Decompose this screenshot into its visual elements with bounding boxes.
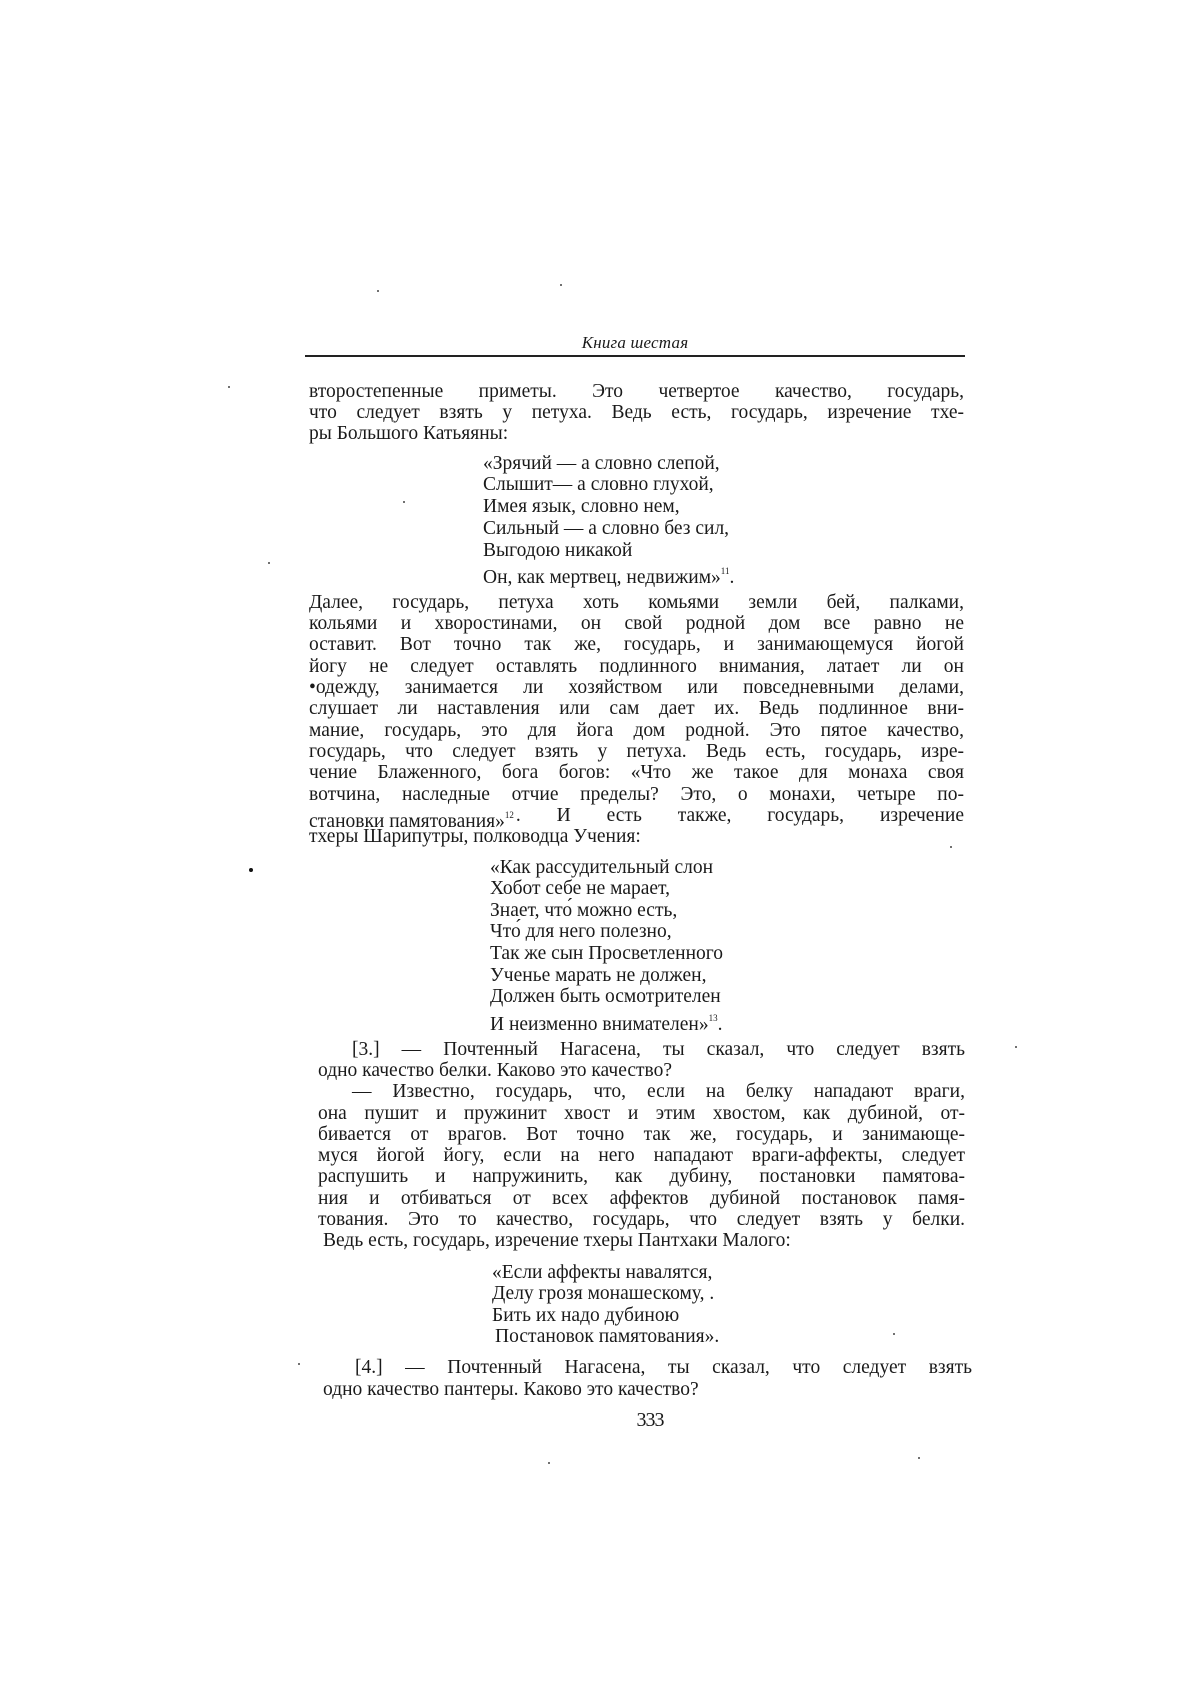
text-line: тования. Это то качество, государь, что следует взять у белки. bbox=[318, 1209, 965, 1230]
text-line: вотчина, наследные отчие пределы? Это, о монахи, четыре по- bbox=[309, 784, 964, 805]
verse-line: Постановок памятования». bbox=[495, 1326, 720, 1347]
verse-line: «Зрячий — а словно слепой, bbox=[483, 453, 720, 474]
verse-line: «Если аффекты навалятся, bbox=[492, 1262, 713, 1283]
footnote-marker: 12 bbox=[504, 810, 514, 820]
verse-line: Так же сын Просветленного bbox=[490, 943, 724, 964]
text-line: Ведь есть, государь, изречение тхеры Пантхаки Малого: bbox=[323, 1230, 791, 1251]
scan-speck bbox=[228, 386, 230, 388]
text-line: ния и отбиваться от всех аффектов дубиной постановок памя- bbox=[318, 1188, 965, 1209]
text-line: [4.] — Почтенный Нагасена, ты сказал, что следует взять bbox=[355, 1357, 972, 1378]
verse-line: Сильный — а словно без сил, bbox=[483, 518, 730, 539]
text-line: ры Большого Катьяяны: bbox=[309, 423, 509, 444]
scan-speck bbox=[403, 501, 405, 503]
verse-line: Ученье марать не должен, bbox=[490, 965, 707, 986]
text-segment: . И есть также, государь, изречение bbox=[515, 805, 964, 826]
scan-speck bbox=[298, 1363, 300, 1365]
text-line: чение Блаженного, бога богов: «Что же такое для монаха своя bbox=[309, 762, 964, 783]
text-line: одно качество пантеры. Каково это качество? bbox=[323, 1379, 699, 1400]
scan-speck bbox=[918, 1457, 920, 1459]
verse-line: Имея язык, словно нем, bbox=[483, 496, 680, 517]
scan-speck bbox=[377, 290, 379, 292]
text-line: мание, государь, это для йога дом родной. Это пятое качество, bbox=[309, 720, 964, 741]
scan-speck bbox=[950, 846, 952, 848]
scan-speck bbox=[893, 1333, 895, 1335]
text-line: муся йогой йогу, если на него нападают враги-аффекты, следует bbox=[318, 1145, 965, 1166]
verse-line: Бить их надо дубиною bbox=[492, 1305, 680, 1326]
text-line: второстепенные приметы. Это четвертое качество, государь, bbox=[309, 381, 964, 402]
text-segment: становки памятования» bbox=[309, 811, 505, 832]
text-line: кольями и хворостинами, он свой родной дом все равно не bbox=[309, 613, 964, 634]
text-line: оставит. Вот точно так же, государь, и занимающемуся йогой bbox=[309, 634, 964, 655]
verse-line: И неизменно внимателен»$^{13}$. bbox=[490, 1013, 723, 1035]
verse-line: Знает, что́ можно есть, bbox=[490, 900, 678, 921]
scan-speck bbox=[560, 284, 562, 286]
scan-speck bbox=[249, 868, 253, 872]
text-line: слушает ли наставления или сам дает их. Ведь подлинное вни- bbox=[309, 698, 964, 719]
text-line: бивается от врагов. Вот точно так же, государь, и занимающе- bbox=[318, 1124, 965, 1145]
verse-text: И неизменно внимателен» bbox=[490, 1014, 709, 1035]
text-line: — Известно, государь, что, если на белку нападают враги, bbox=[352, 1081, 965, 1102]
verse-line: Делу грозя монашескому, . bbox=[492, 1283, 715, 1304]
text-line: что следует взять у петуха. Ведь есть, государь, изречение тхе- bbox=[309, 402, 964, 423]
text-line: она пушит и пружинит хвост и этим хвостом, как дубиной, от- bbox=[318, 1103, 965, 1124]
verse-text: Он, как мертвец, недвижим» bbox=[483, 567, 721, 588]
verse-line: Выгодою никакой bbox=[483, 540, 633, 561]
verse-line: «Как рассудительный слон bbox=[490, 857, 714, 878]
verse-line: Хобот себе не марает, bbox=[490, 878, 670, 899]
running-header: Книга шестая bbox=[581, 333, 689, 352]
verse-line: Слышит— а словно глухой, bbox=[483, 474, 714, 495]
text-line: государь, что следует взять у петуха. Ведь есть, государь, изре- bbox=[309, 741, 964, 762]
footnote-marker: 13 bbox=[708, 1013, 718, 1023]
verse-line: Что́ для него полезно, bbox=[490, 921, 672, 942]
verse-line: Должен быть осмотрителен bbox=[490, 986, 721, 1007]
text-line: тхеры Шарипутры, полководца Учения: bbox=[309, 826, 641, 847]
header-rule bbox=[305, 355, 965, 357]
verse-line: Он, как мертвец, недвижим»$^{11}$. bbox=[483, 566, 735, 588]
text-line: распушить и напружинить, как дубину, постановки памятова- bbox=[318, 1166, 965, 1187]
text-line: •одежду, занимается ли хозяйством или повседневными делами, bbox=[309, 677, 964, 698]
footnote-marker: 11 bbox=[720, 566, 730, 576]
scan-speck bbox=[548, 1462, 550, 1464]
scan-speck bbox=[268, 562, 270, 564]
page-number: 333 bbox=[636, 1409, 664, 1431]
text-line: йогу не следует оставлять подлинного внимания, латает ли он bbox=[309, 656, 964, 677]
scan-speck bbox=[1015, 1046, 1017, 1048]
text-line: одно качество белки. Каково это качество? bbox=[318, 1060, 673, 1081]
text-line: [3.] — Почтенный Нагасена, ты сказал, что следует взять bbox=[352, 1039, 965, 1060]
text-line: Далее, государь, петуха хоть комьями земли бей, палками, bbox=[309, 592, 964, 613]
